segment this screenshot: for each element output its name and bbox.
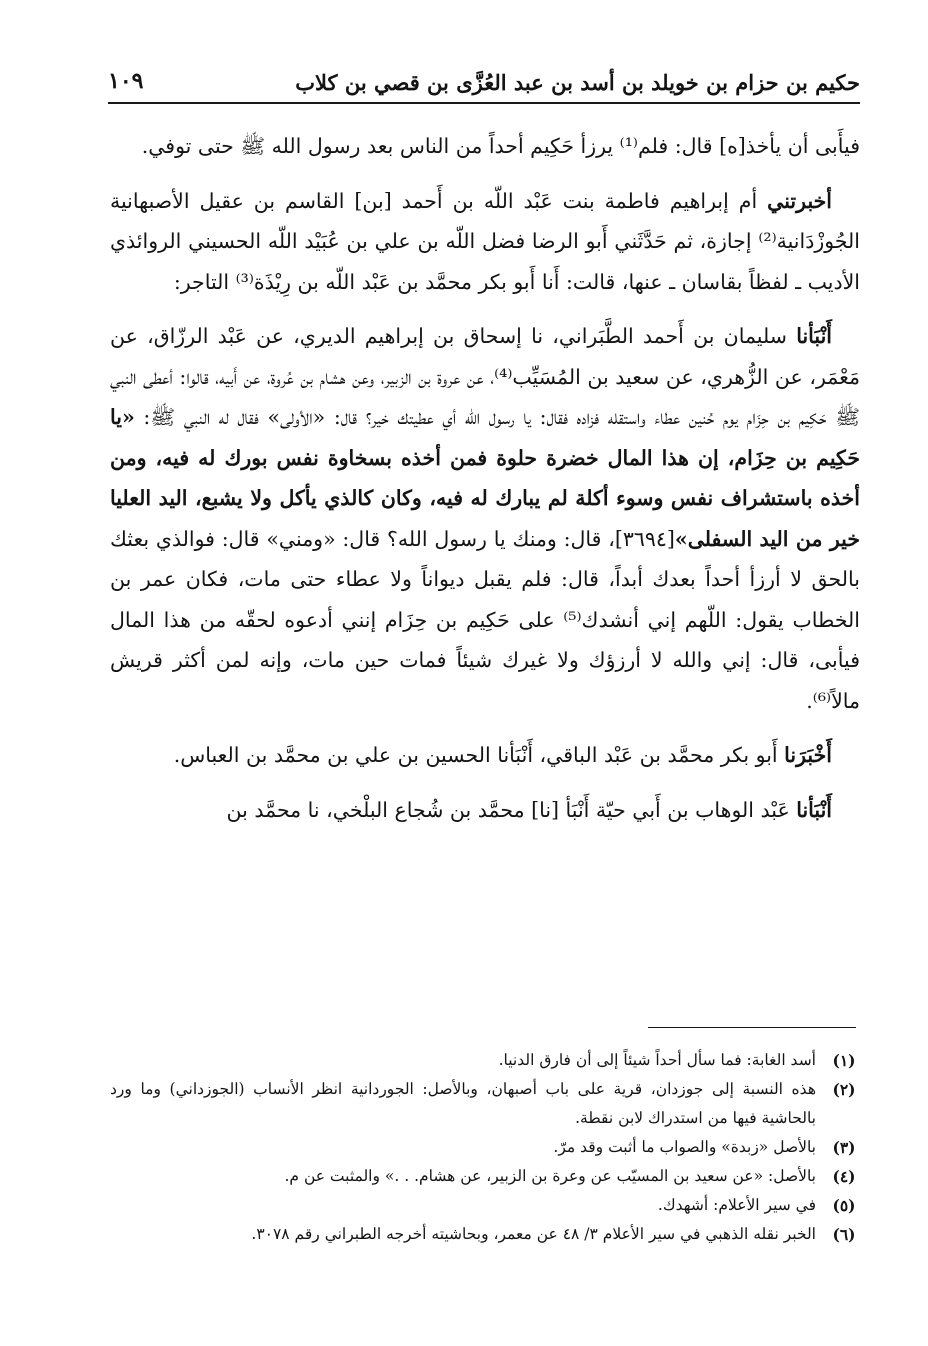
footnote-item <box>110 1133 862 1162</box>
footnote-text: أسد الغابة: فما سأل أحداً شيئاً إلى أن فارق الدنيا. <box>498 1051 816 1069</box>
paragraph-5-text: عَبْد الوهاب بن أَبي حيّة أَنْبَأ [نا] محمَّد بن شُجاع البلْخي، نا محمَّد بن <box>226 797 790 822</box>
narration-keyword: أَنْبَأنا <box>796 324 832 348</box>
footnote-text: هذه النسبة إلى جوزدان، قرية على باب أصبهان، وبالأصل: الجوردانية انظر الأنساب (الجوزداني) وما ورد بالحاشية فيها من استدراك لابن نقطة. <box>110 1080 816 1127</box>
narration-keyword: أخبرتني <box>767 188 832 213</box>
paragraph-5 <box>110 790 860 831</box>
hadith-quote: «يا حَكِيم بن حِزَام، إن هذا المال خضرة حلوة فمن أخذه بسخاوة نفس بورك له فيه، ومن أخذه باستشراف نفس وسوء أكلة لم يبارك له فيه، وكان كالذي يأكل ولا يشبع، اليد العليا خير من اليد السفلى» <box>110 405 860 551</box>
paragraph-4-text: أَبو بكر محمَّد بن عَبْد الباقي، أَنْبَأنا الحسين بن علي بن محمَّد بن العباس. <box>173 743 778 767</box>
paragraph-3-text-b: [٣٦٩٤]، قال: ومنك يا رسول الله؟ قال: «ومني» قال: فوالذي بعثك بالحق لا أرزأ أحداً بعدك أبداً، قال: فلم يقبل ديواناً ولا عطاء حتى مات، فكان عمر بن الخطاب يقول: اللّهم إني أنشدك⁽⁵⁾ على حَكِيم بن حِزَام إنني أدعوه لحقّه من هذا المال فيأبى، قال: إني والله لا أرزؤك ولا غيرك شيئاً فمات حين مات، وإنه لمن أكثر قريش مالاً⁽⁶⁾. <box>110 526 860 713</box>
footnote-item <box>110 1191 862 1220</box>
paragraph-1 <box>110 126 860 167</box>
footnote-text: بالأصل «زبدة» والصواب ما أثبت وقد مرّ. <box>553 1138 816 1156</box>
footnote-item <box>110 1220 862 1249</box>
footnotes <box>110 1046 862 1249</box>
paragraph-4 <box>110 735 860 776</box>
footnote-item <box>110 1075 862 1133</box>
paragraph-3 <box>110 316 860 721</box>
footnote-item <box>110 1162 862 1191</box>
paragraph-1-text: فيأَبى أن يأخذ[ه] قال: فلم⁽¹⁾ يرزأ حَكِيم أحداً من الناس بعد رسول الله ﷺ حتى توفي. <box>141 134 860 158</box>
footnote-number: (٤) <box>832 1167 856 1186</box>
footnote-number: (٢) <box>832 1080 856 1099</box>
narration-keyword: أَخْبَرَنا <box>784 743 832 767</box>
paragraph-3-text-a: سليمان بن أَحمد الطَّبَراني، نا إسحاق بن إبراهيم الديري، عن عَبْد الرزّاق، عن مَعْمَر، عن الزُّهري، عن سعيد بن المُسَيِّب⁽⁴⁾، عن عروة بن الزبير، وعن هشام بن عُروة، عن أَبيه، قالوا: أعطى النبي ﷺ حَكِيم بن حِزَام يوم حُنين عطاء واستقله فزاده فقال: يا رسول الله أي عطيتك خير؟ قال: «الأولى» فقال له النبي ﷺ: <box>110 324 860 429</box>
running-head: حكيم بن حزام بن خويلد بن أسد بن عبد العُزَّى بن قصي بن كلاب <box>295 70 860 95</box>
paragraph-2-text: أم إبراهيم فاطمة بنت عَبْد اللّه بن أَحمد [بن] القاسم بن عقيل الأصبهانية الجُوزْدَانية⁽²⁾ إجازة، ثم حَدَّثَني أَبو الرضا فضل اللّه بن علي بن عُبَيْد اللّه الحسيني الروائذي الأديب ـ لفظاً بقاسان ـ عنها، قالت: أَنا أَبو بكر محمَّد بن عَبْد اللّه بن رِيْذَة⁽³⁾ التاجر: <box>110 188 860 294</box>
narration-keyword: أَنْبَأنا <box>796 797 832 822</box>
footnote-item <box>110 1046 862 1075</box>
footnote-text: بالأصل: «عن سعيد بن المسيّب عن وعرة بن الزبير، عن هشام. . .» والمثبت عن م. <box>284 1167 816 1185</box>
footnote-number: (١) <box>832 1051 856 1070</box>
main-text <box>110 126 860 844</box>
page-header <box>108 66 860 104</box>
footnote-text: الخبر نقله الذهبي في سير الأعلام ٣/ ٤٨ عن معمر، وبحاشيته أخرجه الطبراني رقم ٣٠٧٨. <box>251 1225 816 1243</box>
page-number: ١٠٩ <box>108 68 144 94</box>
footnote-divider <box>648 1027 856 1028</box>
footnote-number: (٥) <box>832 1196 856 1215</box>
paragraph-2 <box>110 181 860 303</box>
footnote-text: في سير الأعلام: أشهدك. <box>657 1196 816 1214</box>
footnote-number: (٣) <box>832 1138 856 1157</box>
footnote-number: (٦) <box>832 1225 856 1244</box>
